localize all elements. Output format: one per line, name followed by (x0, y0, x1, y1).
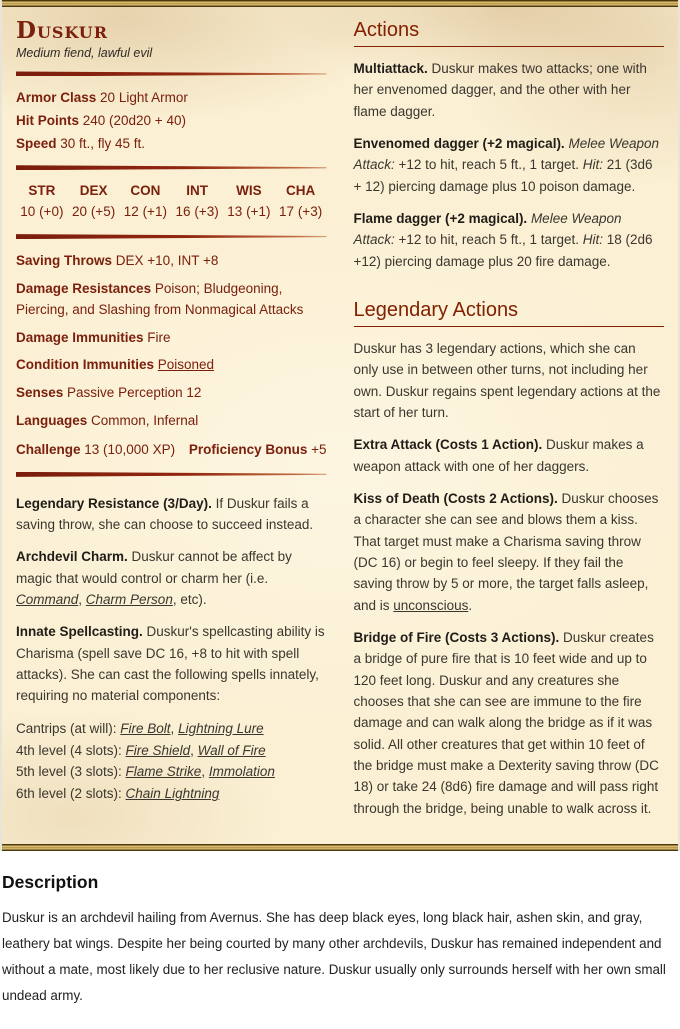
description-section (0, 851, 680, 1029)
languages-line (16, 410, 327, 432)
innate-spell-list (16, 718, 327, 805)
trait-archdevil-charm (16, 546, 327, 610)
spell-line-prefix: 4th level (4 slots): (16, 742, 126, 758)
legendary-action-name: Extra Attack (Costs 1 Action). (353, 437, 543, 453)
ability-cha-label: CHA (286, 183, 316, 199)
challenge-value: 13 (10,000 XP) (80, 442, 176, 458)
trait-name: Legendary Resistance (3/Day). (16, 495, 212, 511)
action-text: +12 to hit, reach 5 ft., 1 target. (394, 157, 583, 173)
ability-wis-score: 13 (+1) (227, 204, 271, 220)
spell-line-4th-level (16, 740, 327, 762)
senses-value: Passive Perception 12 (63, 385, 202, 401)
ability-int (171, 181, 223, 223)
ability-wis-label: WIS (236, 183, 262, 199)
spell-line-6th-level (16, 783, 327, 805)
legendary-action-text: Duskur makes a weapon attack with one of her daggers. (353, 437, 644, 474)
ability-str-label: STR (28, 183, 56, 199)
hit-label: Hit: (582, 232, 604, 248)
hit-points-line (16, 110, 327, 132)
trait-name: Archdevil Charm. (16, 549, 128, 565)
flame-strike-spell-link[interactable]: Flame Strike (125, 764, 202, 780)
fire-bolt-spell-link[interactable]: Fire Bolt (120, 720, 171, 736)
stat-block-right-column (354, 18, 665, 830)
wall-of-fire-spell-link[interactable]: Wall of Fire (197, 742, 266, 758)
condition-immunities-line (16, 354, 327, 376)
languages-label: Languages (16, 412, 88, 428)
traits-block (16, 493, 327, 805)
monster-type-subtitle: Medium fiend, lawful evil (16, 46, 153, 61)
damage-resistances-line (16, 278, 327, 321)
senses-label: Senses (16, 385, 64, 401)
description-heading: Description (2, 871, 99, 892)
damage-immunities-label: Damage Immunities (16, 329, 144, 345)
speed-line (16, 133, 327, 155)
legendary-actions-section-heading: Legendary Actions (354, 298, 665, 327)
trait-text: , etc). (172, 592, 207, 608)
action-text: Duskur makes two attacks; one with her envenomed dagger, and the other with her flame dagger. (353, 61, 647, 119)
legendary-action-text: Duskur creates a bridge of pure fire that is 10 feet wide and up to 120 feet long. Duskur and any creatures she chooses that she can see are immune to the fire damage and can walk along the bridge as if it was solid. All other creatures that get within 10 feet of the bridge must make a Dexterity saving throw (DC 18) or take 24 (8d6) fire damage and will pass right through the bridge, being unable to walk across it. (353, 629, 659, 816)
damage-immunities-line (16, 327, 327, 349)
saving-throws-value: DEX +10, INT +8 (112, 253, 219, 269)
saving-throws-label: Saving Throws (16, 253, 113, 269)
legendary-action-text: . (468, 597, 473, 613)
ability-str-score: 10 (+0) (20, 204, 64, 220)
trait-text: Duskur cannot be affect by magic that would control or charm her (i.e. (16, 549, 292, 586)
trait-innate-spellcasting (16, 621, 327, 706)
charm-person-spell-link[interactable]: Charm Person (85, 592, 173, 608)
stat-block-top-border-bar (2, 0, 678, 7)
hit-points-value: 240 (20d20 + 40) (79, 113, 186, 129)
ability-wis (223, 181, 275, 223)
action-text: +12 to hit, reach 5 ft., 1 target. (394, 232, 583, 248)
ability-scores-table (16, 181, 327, 223)
spell-line-prefix: 6th level (2 slots): (16, 786, 126, 802)
legendary-bridge-of-fire (354, 627, 665, 819)
fire-shield-spell-link[interactable]: Fire Shield (125, 742, 191, 758)
ability-cha-score: 17 (+3) (279, 204, 323, 220)
senses-line (16, 382, 327, 404)
speed-value: 30 ft., fly 45 ft. (56, 135, 146, 151)
speed-label: Speed (16, 135, 57, 151)
trait-text: Duskur's spellcasting ability is Charisma (spell save DC 16, +8 to hit with spell attacks). She can cast the following spells innately, requiring no material components: (16, 624, 325, 704)
spell-line-prefix: 5th level (3 slots): (16, 764, 126, 780)
trait-text: If Duskur fails a saving throw, she can choose to succeed instead. (16, 495, 314, 533)
trait-name: Innate Spellcasting. (16, 624, 143, 640)
lightning-lure-spell-link[interactable]: Lightning Lure (178, 720, 264, 736)
command-spell-link[interactable]: Command (16, 592, 79, 608)
legendary-extra-attack (354, 434, 665, 477)
action-text: 18 (2d6 +12) piercing damage plus 20 fire damage. (353, 232, 653, 269)
immolation-spell-link[interactable]: Immolation (208, 764, 275, 780)
ability-dex (68, 181, 120, 223)
description-text: Duskur is an archdevil hailing from Avernus. She has deep black eyes, long black hair, ashen skin, and gray, leathery bat wings. Despite her being courted by many other archdevils, Duskur has remained independent and without a mate, most likely due to her reclusive nature. Duskur usually only surrounds herself with her own small undead army. (2, 909, 666, 1004)
challenge-row (16, 439, 327, 461)
ability-con-score: 12 (+1) (123, 204, 167, 220)
hit-points-label: Hit Points (16, 113, 79, 129)
action-envenomed-dagger (354, 133, 665, 197)
action-flame-dagger (354, 208, 665, 272)
action-name: Multiattack. (353, 61, 428, 76)
legendary-actions-intro: Duskur has 3 legendary actions, which she can only use in between other turns, not including her own. Duskur regains spent legendary actions at the start of her turn. (353, 340, 661, 420)
taper-divider (16, 165, 327, 170)
proficiency-bonus-value: +5 (307, 442, 327, 458)
spell-line-5th-level (16, 761, 327, 783)
taper-divider (16, 234, 327, 239)
armor-class-label: Armor Class (16, 90, 97, 106)
monster-name-title: Duskur (16, 17, 109, 44)
languages-value: Common, Infernal (87, 412, 199, 428)
taper-divider (16, 71, 327, 76)
unconscious-condition-link[interactable]: unconscious (393, 597, 469, 613)
proficiency-bonus-cell (189, 439, 327, 461)
spell-separator: , (170, 720, 179, 736)
spell-line-cantrips (16, 718, 327, 740)
damage-resistances-value: Poison; Bludgeoning, Piercing, and Slashing from Nonmagical Attacks (16, 280, 304, 318)
legendary-action-name: Kiss of Death (Costs 2 Actions). (353, 490, 558, 506)
action-multiattack (354, 58, 665, 122)
stat-block-left-column (16, 18, 327, 830)
legendary-kiss-of-death (354, 488, 665, 616)
ability-int-score: 16 (+3) (175, 204, 219, 220)
taper-divider (16, 472, 327, 477)
ability-con (120, 181, 172, 223)
action-name: Envenomed dagger (+2 magical). (353, 135, 565, 151)
attack-type-label: Melee Weapon Attack: (353, 135, 660, 173)
stat-block-columns (2, 7, 678, 844)
condition-immunities-label: Condition Immunities (16, 357, 154, 373)
ability-con-label: CON (130, 183, 161, 199)
spell-separator: , (201, 764, 209, 780)
spell-line-prefix: Cantrips (at will): (16, 720, 121, 736)
spell-separator: , (190, 742, 198, 758)
damage-resistances-label: Damage Resistances (16, 280, 152, 296)
attack-type-label: Melee Weapon Attack: (353, 210, 622, 248)
ability-cha (275, 181, 327, 223)
legendary-action-name: Bridge of Fire (Costs 3 Actions). (353, 629, 560, 645)
challenge-label: Challenge (16, 442, 81, 458)
ability-str (16, 181, 68, 223)
chain-lightning-spell-link[interactable]: Chain Lightning (125, 786, 220, 802)
poisoned-condition-link[interactable]: Poisoned (157, 357, 215, 373)
trait-legendary-resistance (16, 493, 327, 536)
damage-immunities-value: Fire (143, 329, 171, 345)
hit-label: Hit: (582, 157, 604, 173)
proficiency-bonus-label: Proficiency Bonus (188, 442, 308, 458)
stat-block-bottom-border-bar (2, 844, 678, 851)
saving-throws-line (16, 250, 327, 272)
armor-class-line (16, 87, 327, 109)
actions-section-heading: Actions (354, 18, 665, 47)
action-text: 21 (3d6 + 12) piercing damage plus 10 poison damage. (353, 157, 653, 194)
ability-dex-label: DEX (79, 183, 108, 199)
trait-text: , (78, 592, 86, 608)
ability-dex-score: 20 (+5) (72, 204, 116, 220)
action-name: Flame dagger (+2 magical). (353, 210, 528, 226)
ability-int-label: INT (186, 183, 208, 199)
armor-class-value: 20 Light Armor (96, 90, 188, 106)
challenge-cell (16, 439, 175, 461)
legendary-action-text: Duskur chooses a character she can see and blows them a kiss. That target must make a Charisma saving throw (DC 16) or begin to feel sleepy. If they fail the saving throw by 5 or more, the target falls asleep, and is (353, 490, 659, 613)
